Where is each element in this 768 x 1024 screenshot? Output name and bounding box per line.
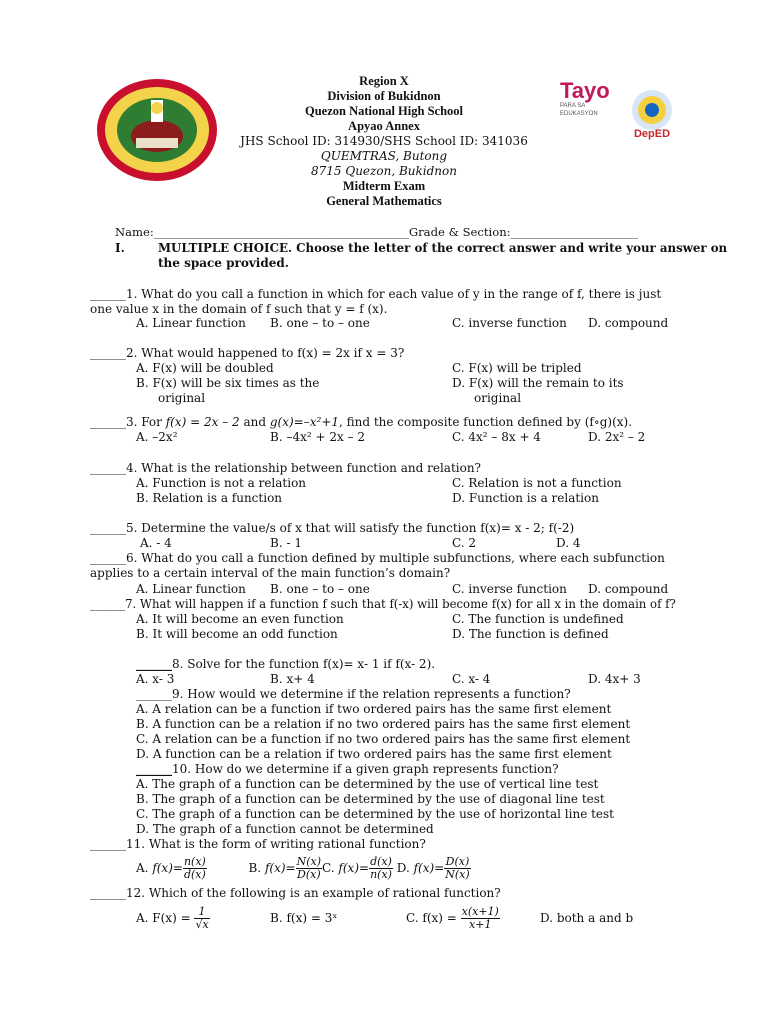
q12-option-a — [136, 902, 210, 934]
q11-a-label: A. — [136, 861, 149, 875]
q7-option-b: B. It will become an odd function — [136, 627, 338, 641]
q3-and: and — [239, 415, 270, 429]
q11-d-numerator: D(x) — [445, 855, 470, 868]
q12-a-fraction — [194, 906, 209, 931]
q5-option-d: D. 4 — [556, 536, 581, 550]
question-11-stem: ______11. What is the form of writing rational function? — [90, 837, 426, 851]
q2-option-c: C. F(x) will be tripled — [452, 361, 582, 375]
q3-option-c: C. 4x² – 8x + 4 — [452, 430, 541, 444]
q11-a-fraction — [183, 856, 207, 881]
question-2-stem: ______2. What would happened to f(x) = 2x if x = 3? — [90, 346, 405, 360]
q3-prefix: ______3. For — [90, 415, 166, 429]
question-5-stem: ______5. Determine the value/s of x that will satisfy the function f(x)= x - 2; f(-2) — [90, 521, 575, 535]
q8-answer-blank[interactable]: ______ — [136, 657, 172, 671]
header-subject: General Mathematics — [326, 194, 442, 208]
q11-d-fx: f(x)= — [413, 861, 445, 875]
q10-option-d: D. The graph of a function cannot be determined — [136, 822, 434, 836]
q7-option-c: C. The function is undefined — [452, 612, 624, 626]
q8-option-d: D. 4x+ 3 — [588, 672, 641, 686]
q11-options — [136, 852, 471, 884]
q6-option-b: B. one – to – one — [270, 582, 370, 596]
name-grade-line[interactable]: Name:____________________________________________Grade & Section:______________________ — [115, 225, 639, 239]
q12-a-numerator: 1 — [194, 906, 209, 919]
q8-option-a: A. x- 3 — [136, 672, 175, 686]
question-6-stem-2: applies to a certain interval of the main function’s domain? — [90, 566, 451, 580]
q3-f-expr: f(x) = 2x – 2 — [165, 415, 240, 429]
q12-a-denominator: √x — [195, 918, 209, 931]
q2-option-d: D. F(x) will the remain to its — [452, 376, 624, 390]
q2-option-b-cont: original — [158, 391, 206, 405]
q11-a-fx: f(x)= — [152, 861, 183, 875]
q4-option-a: A. Function is not a relation — [136, 476, 307, 490]
q11-c-numerator: d(x) — [370, 855, 392, 868]
q6-option-d: D. compound — [588, 582, 669, 596]
q2-option-d-cont: original — [474, 391, 522, 405]
q11-d-label: D. — [396, 861, 410, 875]
deped-logo: DepED — [628, 88, 676, 144]
question-4-stem: ______4. What is the relationship between function and relation? — [90, 461, 481, 475]
header-region: Region X — [359, 74, 409, 88]
header-school: Quezon National High School — [304, 104, 463, 118]
q9-option-b: B. A function can be a relation if no two ordered pairs has the same first element — [136, 717, 631, 731]
q8-stem-text: 8. Solve for the function f(x)= x- 1 if f(x- 2). — [172, 657, 436, 671]
q11-c-fx: f(x)= — [338, 861, 370, 875]
question-8-stem — [136, 657, 435, 672]
q1-option-a: A. Linear function — [136, 316, 246, 330]
q7-option-d: D. The function is defined — [452, 627, 609, 641]
q2-option-b: B. F(x) will be six times as the — [136, 376, 320, 390]
q11-b-label: B. — [248, 861, 262, 875]
section-number: I. — [115, 241, 125, 255]
q12-option-d: D. both a and b — [540, 911, 634, 925]
header-exam: Midterm Exam — [342, 179, 426, 193]
q10-option-a: A. The graph of a function can be determined by the use of vertical line test — [136, 777, 599, 791]
header-address2: 8715 Quezon, Bukidnon — [311, 164, 457, 178]
q11-a-denominator: d(x) — [183, 868, 206, 881]
q9-option-c: C. A relation can be a function if no two ordered pairs has the same first element — [136, 732, 631, 746]
q4-option-b: B. Relation is a function — [136, 491, 283, 505]
q10-answer-blank[interactable]: ______ — [136, 762, 172, 776]
q9-option-a: A. A relation can be a function if two ordered pairs has the same first element — [136, 702, 612, 716]
q12-option-c — [406, 902, 500, 934]
q11-d-fraction — [444, 856, 470, 881]
question-3-stem — [90, 415, 632, 430]
header-school-ids: JHS School ID: 314930/SHS School ID: 341036 — [240, 134, 528, 148]
q1-option-c: C. inverse function — [452, 316, 567, 330]
question-1-stem: ______1. What do you call a function in which for each value of y in the range of f, there is just — [90, 287, 662, 301]
q12-c-denominator: x+1 — [469, 918, 492, 931]
header-annex: Apyao Annex — [348, 119, 420, 133]
q1-option-d: D. compound — [588, 316, 669, 330]
header-division: Division of Bukidnon — [327, 89, 441, 103]
q6-option-a: A. Linear function — [136, 582, 246, 596]
q11-d-denominator: N(x) — [445, 868, 470, 881]
q1-option-b: B. one – to – one — [270, 316, 370, 330]
q11-a-numerator: n(x) — [183, 855, 206, 868]
q5-option-a: A. - 4 — [140, 536, 172, 550]
tayo-logo: Tayo PARA SA EDUKASYON — [560, 78, 610, 117]
q3-option-d: D. 2x² – 2 — [588, 430, 646, 444]
q12-a-label: A. F(x) = — [136, 911, 195, 925]
q8-option-c: C. x- 4 — [452, 672, 491, 686]
section-title-2: the space provided. — [158, 256, 289, 270]
question-6-stem: ______6. What do you call a function defined by multiple subfunctions, where each subfunction — [90, 551, 665, 565]
q10-option-c: C. The graph of a function can be determined by the use of horizontal line test — [136, 807, 615, 821]
q6-option-c: C. inverse function — [452, 582, 567, 596]
q5-option-c: C. 2 — [452, 536, 477, 550]
q5-option-b: B. - 1 — [270, 536, 302, 550]
question-12-stem: ______12. Which of the following is an example of rational function? — [90, 886, 501, 900]
q11-b-numerator: N(x) — [296, 855, 322, 868]
q9-option-d: D. A function can be a relation if two ordered pairs has the same first element — [136, 747, 612, 761]
section-title: MULTIPLE CHOICE. Choose the letter of the correct answer and write your answer on — [158, 241, 728, 255]
q2-option-a: A. F(x) will be doubled — [136, 361, 274, 375]
q12-option-b: B. f(x) = 3ˣ — [270, 911, 338, 925]
q11-c-fraction — [369, 856, 393, 881]
question-7-stem: ______7. What will happen if a function f such that f(-x) will become f(x) for all x in the domain of f? — [90, 597, 676, 611]
q3-g-expr: g(x)=–x²+1 — [269, 415, 339, 429]
header-address1: QUEMTRAS, Butong — [320, 149, 448, 163]
q3-option-b: B. –4x² + 2x – 2 — [270, 430, 366, 444]
q12-c-numerator: x(x+1) — [461, 905, 499, 918]
question-10-stem — [136, 762, 559, 777]
q4-option-c: C. Relation is not a function — [452, 476, 622, 490]
question-9-stem: ______9. How would we determine if the relation represents a function? — [136, 687, 571, 701]
q3-suffix: , find the composite function defined by (f∘g)(x). — [338, 415, 633, 429]
question-1-stem-2: one value x in the domain of f such that y = f (x). — [90, 302, 388, 316]
q4-option-d: D. Function is a relation — [452, 491, 599, 505]
q11-b-denominator: D(x) — [297, 868, 321, 881]
q8-option-b: B. x+ 4 — [270, 672, 315, 686]
q11-c-label: C. — [322, 861, 335, 875]
q7-option-a: A. It will become an even function — [136, 612, 344, 626]
q10-stem-text: 10. How do we determine if a given graph represents function? — [172, 762, 559, 776]
q10-option-b: B. The graph of a function can be determined by the use of diagonal line test — [136, 792, 605, 806]
q12-c-label: C. f(x) = — [406, 911, 461, 925]
q3-option-a: A. –2x² — [136, 430, 178, 444]
q11-b-fraction — [296, 856, 322, 881]
q11-c-denominator: n(x) — [370, 868, 392, 881]
q12-c-fraction — [461, 906, 500, 931]
q11-b-fx: f(x)= — [264, 861, 296, 875]
